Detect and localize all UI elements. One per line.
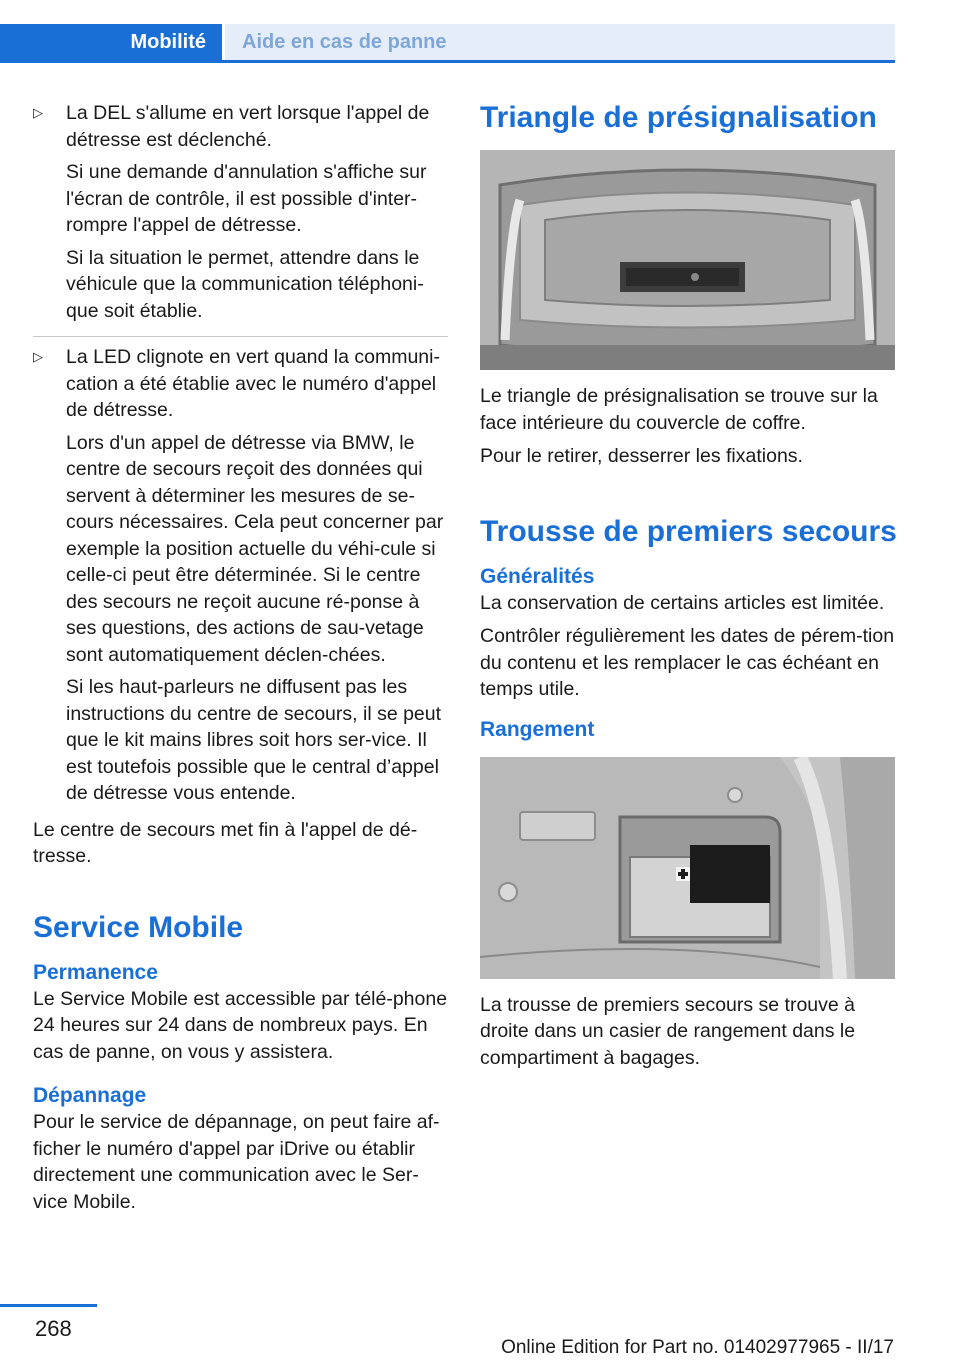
list-divider [33,336,448,337]
paragraph: La trousse de premiers secours se trouve à droite dans un casier de rangement dans le compartiment à bagages. [480,993,856,1069]
right-column [480,100,898,1078]
paragraph: Si les haut-parleurs ne diffusent pas les instructions du centre de secours, il se peut que le kit mains libres soit hors ser-vice. Il est toutefois possible que le central d’appel de détresse vous entende. [66,676,442,804]
tab-mobilite[interactable]: Mobilité [0,24,222,60]
triangle-right-icon: ▷ [33,105,43,120]
section-title-service-mobile: Service Mobile [33,910,244,944]
trunk-lid-photo [480,150,895,370]
paragraph: Pour le retirer, desserrer les fixations. [480,445,803,467]
paragraph: Contrôler régulièrement les dates de pérem-tion du contenu et les remplacer le cas échéant en temps utile. [480,625,895,700]
triangle-right-icon: ▷ [33,349,43,364]
list-item [33,344,448,815]
subsection-title-permanence: Permanence [33,960,158,984]
footer-rule [0,1304,97,1307]
left-column [33,100,448,1222]
paragraph: Lors d'un appel de détresse via BMW, le centre de secours reçoit des données qui servent à déterminer les mesures de se-cours nécessaires. Cela peut concerner par exemple la position actuelle du véhi-cule si celle-ci peut être déterminée. Si le centre des secours ne reçoit aucune ré-ponse à ses questions, des actions de sau-vetage sont automatiquement déclen-chées. [66,431,444,666]
list-item [33,100,448,332]
storage-compartment-illustration [480,757,895,979]
page-number: 268 [35,1316,72,1341]
paragraph: Pour le service de dépannage, on peut faire af-ficher le numéro d'appel par iDrive ou établir directement une communication avec le Ser-vice Mobile. [33,1111,440,1213]
section-title-triangle: Triangle de présignalisation [480,101,877,134]
header-tabs [0,0,895,62]
paragraph: Si une demande d'annulation s'affiche sur l'écran de contrôle, il est possible d'inter-rompre l'appel de détresse. [66,161,427,236]
paragraph: La LED clignote en vert quand la communi-cation a été établie avec le numéro d'appel de détresse. [66,346,440,421]
subsection-title-generalites: Généralités [480,564,595,588]
section-title-trousse: Trousse de premiers secours [480,514,897,548]
subsection-title-depannage: Dépannage [33,1084,147,1107]
trunk-lid-illustration [480,150,895,370]
subsection-title-rangement: Rangement [480,717,595,741]
paragraph: Le Service Mobile est accessible par télé-phone 24 heures sur 24 dans de nombreux pays. En cas de panne, on vous y assistera. [33,987,448,1063]
paragraph: Si la situation le permet, attendre dans le véhicule que la communication téléphoni-que soit établie. [66,246,424,322]
paragraph: La conservation de certains articles est limitée. [480,591,885,614]
paragraph: Le centre de secours met fin à l'appel de dé-tresse. [33,818,418,867]
paragraph: Le triangle de présignalisation se trouve sur la face intérieure du couvercle de coffre. [480,385,878,434]
paragraph: La DEL s'allume en vert lorsque l'appel de détresse est déclenché. [66,102,430,151]
edition-note: Online Edition for Part no. 01402977965 - II/17 [501,1337,894,1358]
tab-aide-en-cas-de-panne[interactable]: Aide en cas de panne [225,24,895,60]
header-rule [0,60,895,63]
first-aid-storage-photo [480,757,895,979]
